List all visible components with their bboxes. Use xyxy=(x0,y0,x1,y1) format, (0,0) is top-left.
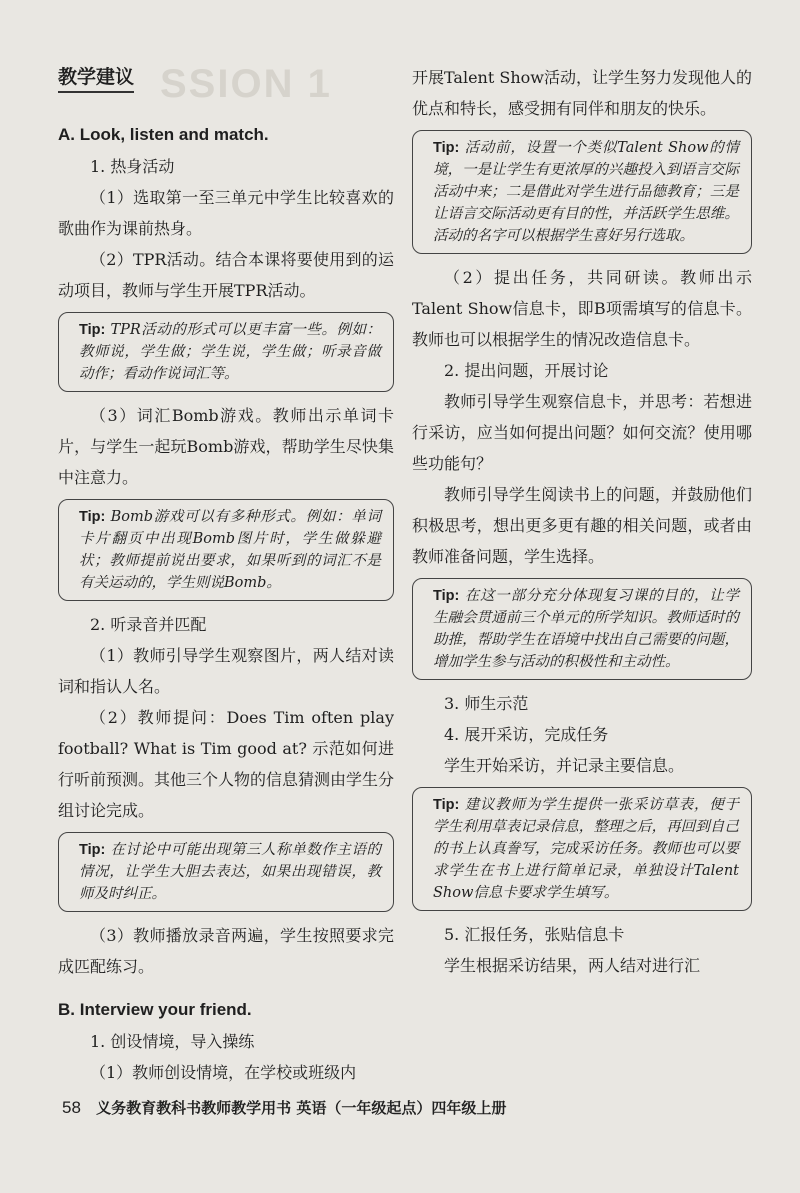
b1-paragraph-1: （1）教师创设情境，在学校或班级内 xyxy=(90,1063,357,1082)
tip-text: TPR活动的形式可以更丰富一些。例如：教师说，学生做；学生说，学生做；听录音做动作；看动作说词汇等。 xyxy=(79,322,382,382)
b2-paragraph-1: 教师引导学生观察信息卡，并思考：若想进行采访，应当如何提出问题？如何交流？使用哪些功能句？ xyxy=(412,392,752,473)
page-number: 58 xyxy=(62,1098,81,1117)
background-watermark: SSION 1 xyxy=(160,62,332,106)
b4-paragraph-1: 学生开始采访，并记录主要信息。 xyxy=(444,756,685,775)
b1-paragraph-1-continued: 开展Talent Show活动，让学生努力发现他人的优点和特长，感受拥有同伴和朋友的快乐。 xyxy=(412,68,752,118)
tip-text: 在讨论中可能出现第三人称单数作主语的情况，让学生大胆去表达，如果出现错误，教师及时纠正。 xyxy=(79,842,382,902)
tip-label: Tip: xyxy=(79,509,106,525)
a2-paragraph-3: （3）教师播放录音两遍，学生按照要求完成匹配练习。 xyxy=(58,926,394,976)
page-title: 教学建议 xyxy=(58,62,134,93)
tip-text: 活动前，设置一个类似Talent Show的情境，一是让学生有更浓厚的兴趣投入到语言交际活动中来；二是借此对学生进行品德教育；三是让语言交际活动更有目的性，并活跃学生思维。活动的名字可以根据学生喜好另行选取。 xyxy=(433,140,739,244)
b1-heading: 1. 创设情境，导入操练 xyxy=(90,1032,255,1051)
b1-paragraph-2: （2）提出任务，共同研读。教师出示Talent Show信息卡，即B项需填写的信息卡。教师也可以根据学生的情况改造信息卡。 xyxy=(412,268,752,349)
left-column xyxy=(58,62,394,1088)
b2-paragraph-2: 教师引导学生阅读书上的问题，并鼓励他们积极思考，想出更多更有趣的相关问题，或者由教师准备问题，学生选择。 xyxy=(412,485,752,566)
a1-paragraph-1: （1）选取第一至三单元中学生比较喜欢的歌曲作为课前热身。 xyxy=(58,188,394,238)
a1-heading: 1. 热身活动 xyxy=(90,157,175,176)
tip-box-6 xyxy=(412,787,752,911)
tip-text: Bomb游戏可以有多种形式。例如：单词卡片翻页中出现Bomb图片时，学生做躲避状；教师提前说出要求，如果听到的词汇不是有关运动的，学生则说Bomb。 xyxy=(79,509,381,591)
b4-heading: 4. 展开采访，完成任务 xyxy=(444,725,609,744)
tip-label: Tip: xyxy=(79,842,106,858)
right-column xyxy=(412,62,752,981)
a1-paragraph-2: （2）TPR活动。结合本课将要使用到的运动项目，教师与学生开展TPR活动。 xyxy=(58,250,394,300)
section-a-heading: A. Look, listen and match. xyxy=(58,125,269,144)
tip-box-2 xyxy=(58,499,394,601)
tip-label: Tip: xyxy=(433,588,460,604)
b3-heading: 3. 师生示范 xyxy=(444,694,529,713)
tip-box-3 xyxy=(58,832,394,912)
tip-text: 建议教师为学生提供一张采访草表，便于学生利用草表记录信息，整理之后，再回到自己的书上认真誊写，完成采访任务。教师也可以要求学生在书上进行简单记录，单独设计Talent Show信息卡要求学生填写。 xyxy=(433,797,740,901)
b2-heading: 2. 提出问题，开展讨论 xyxy=(444,361,609,380)
tip-label: Tip: xyxy=(433,797,460,813)
tip-box-1 xyxy=(58,312,394,392)
book-title: 义务教育教科书教师教学用书 英语（一年级起点）四年级上册 xyxy=(96,1099,507,1117)
a2-paragraph-1: （1）教师引导学生观察图片，两人结对读词和指认人名。 xyxy=(58,646,394,696)
tip-label: Tip: xyxy=(79,322,106,338)
a1-paragraph-3: （3）词汇Bomb游戏。教师出示单词卡片，与学生一起玩Bomb游戏，帮助学生尽快集中注意力。 xyxy=(58,406,394,487)
tip-box-5 xyxy=(412,578,752,680)
a2-paragraph-2: （2）教师提问：Does Tim often play football? What is Tim good at? 示范如何进行听前预测。其他三个人物的信息猜测由学生分组讨论完成。 xyxy=(58,708,395,820)
page-footer xyxy=(62,1097,506,1118)
a2-heading: 2. 听录音并匹配 xyxy=(90,615,207,634)
tip-label: Tip: xyxy=(433,140,460,156)
b5-heading: 5. 汇报任务，张贴信息卡 xyxy=(444,925,625,944)
section-b-heading: B. Interview your friend. xyxy=(58,1000,252,1019)
b5-paragraph-1: 学生根据采访结果，两人结对进行汇 xyxy=(444,956,701,975)
tip-box-4 xyxy=(412,130,752,254)
tip-text: 在这一部分充分体现复习课的目的，让学生融会贯通前三个单元的所学知识。教师适时的助推，帮助学生在语境中找出自己需要的问题，增加学生参与活动的积极性和主动性。 xyxy=(433,588,740,670)
